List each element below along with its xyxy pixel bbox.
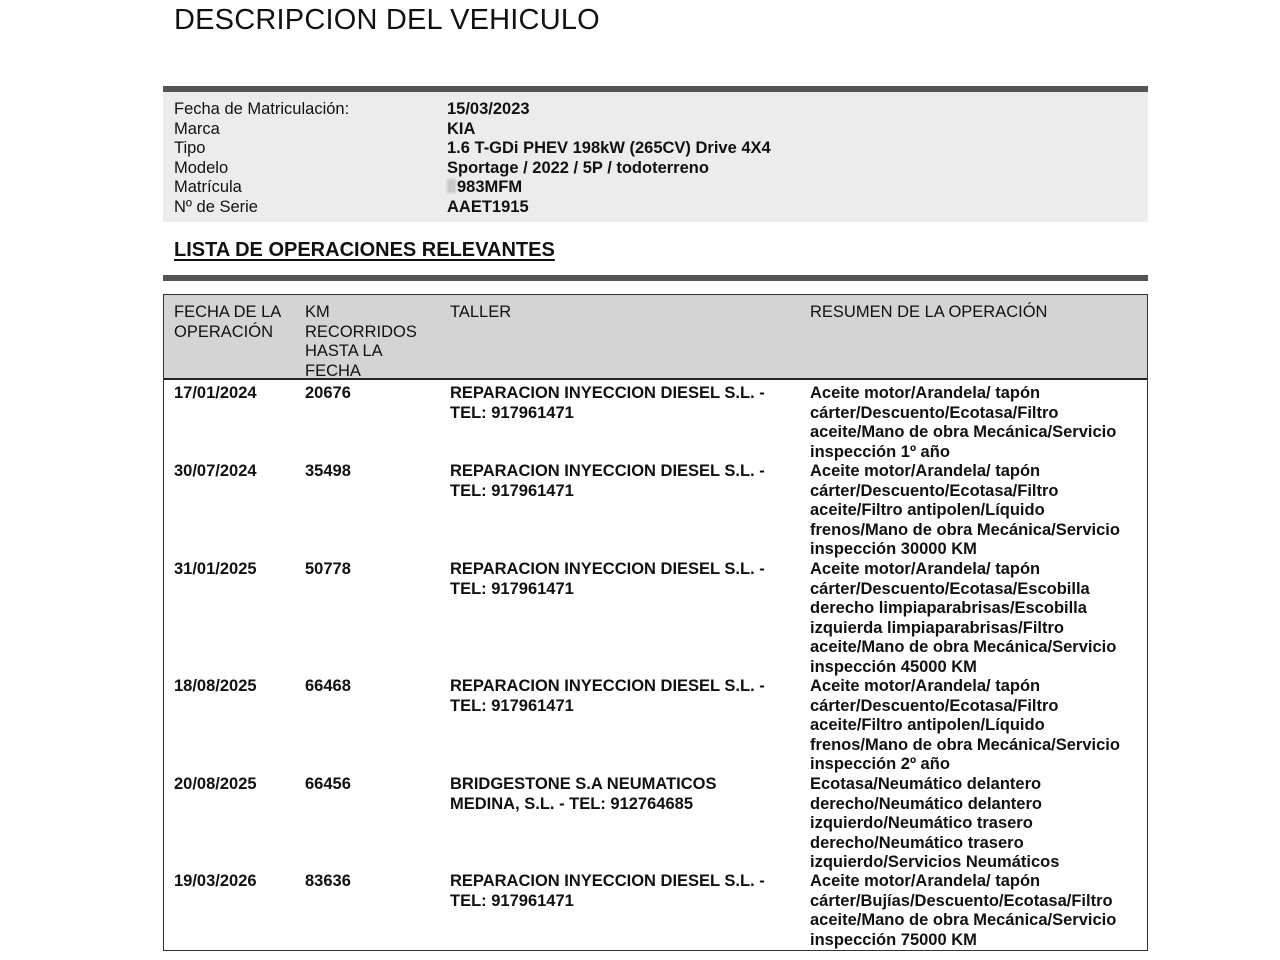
cell-summary: Aceite motor/Arandela/ tapón cárter/Descuento/Ecotasa/Filtro aceite/Filtro antipolen/Líquido frenos/Mano de obra Mecánica/Servicio inspección 2º año [810, 677, 1120, 773]
plate-text: 983MFM [457, 178, 523, 196]
operations-section-title: LISTA DE OPERACIONES RELEVANTES [174, 239, 555, 261]
page-title: DESCRIPCION DEL VEHICULO [174, 4, 600, 36]
cell-date: 18/08/2025 [174, 677, 257, 695]
column-header-shop: TALLER [450, 303, 512, 321]
cell-summary: Ecotasa/Neumático delantero derecho/Neumático delantero izquierdo/Neumático trasero derecho/Neumático trasero izquierdo/Servicios Neumáticos [810, 775, 1060, 871]
table-header [164, 295, 1147, 380]
cell-km: 20676 [305, 384, 351, 402]
cell-km: 66456 [305, 775, 351, 793]
column-header-km: KM RECORRIDOS HASTA LA FECHA [305, 303, 417, 380]
cell-shop: BRIDGESTONE S.A NEUMATICOS MEDINA, S.L. - TEL: 912764685 [450, 775, 717, 813]
column-header-date: FECHA DE LA OPERACIÓN [174, 303, 281, 341]
vehicle-value: 1.6 T-GDi PHEV 198kW (265CV) Drive 4X4 [447, 139, 771, 157]
cell-shop: REPARACION INYECCION DIESEL S.L. - TEL: 917961471 [450, 872, 765, 910]
vehicle-value: Sportage / 2022 / 5P / todoterreno [447, 158, 709, 177]
cell-date: 30/07/2024 [174, 462, 257, 480]
vehicle-label: Nº de Serie [174, 197, 258, 216]
cell-date: 19/03/2026 [174, 872, 257, 890]
operations-table [163, 294, 1148, 951]
vehicle-label: Matrícula [174, 178, 242, 196]
cell-summary: Aceite motor/Arandela/ tapón cárter/Descuento/Ecotasa/Filtro aceite/Mano de obra Mecánica/Servicio inspección 1º año [810, 384, 1117, 461]
cell-date: 31/01/2025 [174, 560, 257, 578]
cell-shop: REPARACION INYECCION DIESEL S.L. - TEL: 917961471 [450, 384, 765, 422]
vehicle-details-panel [163, 92, 1148, 222]
cell-date: 17/01/2024 [174, 384, 257, 402]
cell-summary: Aceite motor/Arandela/ tapón cárter/Bujías/Descuento/Ecotasa/Filtro aceite/Mano de obra Mecánica/Servicio inspección 75000 KM [810, 872, 1117, 949]
vehicle-value-plate [447, 178, 522, 198]
cell-shop: REPARACION INYECCION DIESEL S.L. - TEL: 917961471 [450, 560, 765, 598]
cell-date: 20/08/2025 [174, 775, 257, 793]
vehicle-value: KIA [447, 119, 476, 138]
cell-km: 83636 [305, 872, 351, 890]
section-divider [163, 275, 1148, 281]
redaction-blur [447, 179, 456, 193]
cell-summary: Aceite motor/Arandela/ tapón cárter/Descuento/Ecotasa/Filtro aceite/Filtro antipolen/Líquido frenos/Mano de obra Mecánica/Servicio inspección 30000 KM [810, 462, 1120, 558]
vehicle-label: Modelo [174, 158, 229, 177]
cell-shop: REPARACION INYECCION DIESEL S.L. - TEL: 917961471 [450, 462, 765, 500]
column-header-summary: RESUMEN DE LA OPERACIÓN [810, 303, 1048, 321]
vehicle-value: AAET1915 [447, 197, 529, 216]
cell-km: 66468 [305, 677, 351, 695]
vehicle-label: Tipo [174, 139, 206, 157]
cell-km: 50778 [305, 560, 351, 578]
cell-km: 35498 [305, 462, 351, 480]
vehicle-value: 15/03/2023 [447, 100, 530, 118]
vehicle-label: Fecha de Matriculación: [174, 100, 350, 118]
cell-summary: Aceite motor/Arandela/ tapón cárter/Descuento/Ecotasa/Escobilla derecho limpiaparabrisas/Escobilla izquierda limpiaparabrisas/Filtro aceite/Mano de obra Mecánica/Servicio inspección 45000 KM [810, 560, 1117, 676]
cell-shop: REPARACION INYECCION DIESEL S.L. - TEL: 917961471 [450, 677, 765, 715]
vehicle-label: Marca [174, 119, 220, 138]
